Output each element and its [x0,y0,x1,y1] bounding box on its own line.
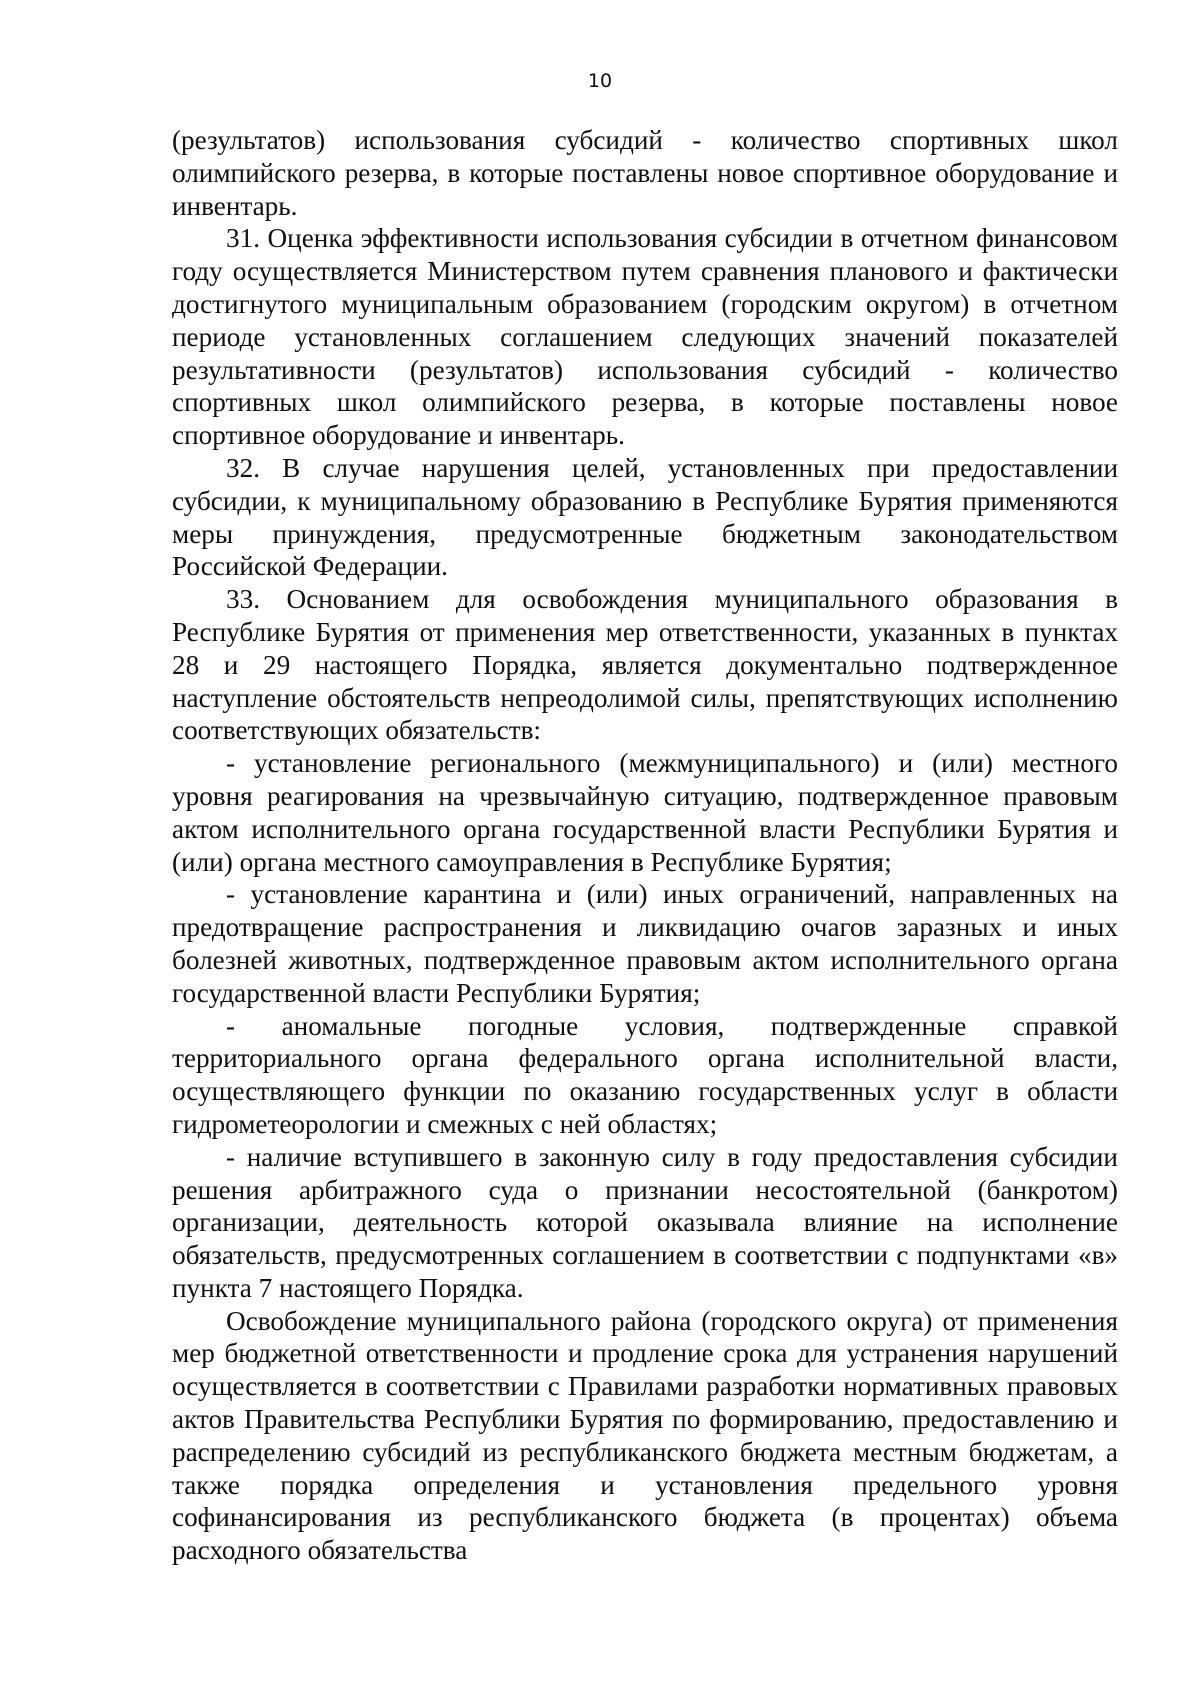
list-item-bankruptcy: - наличие вступившего в законную силу в году предоставления субсидии решения арбитражного суда о признании несостоятельной (банкротом) организации, деятельность которой оказывала влияние на исполнение обязательств, предусмотренных соглашением в соответствии с подпунктами «в» пункта 7 настоящего Порядка. [172,1141,1118,1303]
paragraph-33: 33. Основанием для освобождения муниципального образования в Республике Бурятия от применения мер ответственности, указанных в пунктах 28 и 29 настоящего Порядка, является документально подтвержденное наступление обстоятельств непреодолимой силы, препятствующих исполнению соответствующих обязательств: [172,584,1118,746]
list-item-quarantine: - установление карантина и (или) иных ограничений, направленных на предотвращение распространения и ликвидацию очагов заразных и иных болезней животных, подтвержденное правовым актом исполнительного органа государственной власти Республики Бурятия; [172,879,1118,1008]
paragraph-31: 31. Оценка эффективности использования субсидии в отчетном финансовом году осуществляется Министерством путем сравнения планового и фактически достигнутого муниципальным образованием (городским округом) в отчетном периоде установленных соглашением следующих значений показателей результативности (результатов) использования субсидий - количество спортивных школ олимпийского резерва, в которые поставлены новое спортивное оборудование и инвентарь. [172,223,1118,451]
paragraph-exemption: Освобождение муниципального района (городского округа) от применения мер бюджетной ответственности и продление срока для устранения нарушений осуществляется в соответствии с Правилами разработки нормативных правовых актов Правительства Республики Бурятия по формированию, предоставлению и распределению субсидий из республиканского бюджета местным бюджетам, а также порядка определения и установления предельного уровня софинансирования из республиканского бюджета (в процентах) объема расходного обязательства [172,1305,1118,1566]
paragraph-32: 32. В случае нарушения целей, установленных при предоставлении субсидии, к муниципальному образованию в Республике Бурятия применяются меры принуждения, предусмотренные бюджетным законодательством Российской Федерации. [172,452,1118,582]
list-item-emergency: - установление регионального (межмуниципального) и (или) местного уровня реагирования на чрезвычайную ситуацию, подтвержденное правовым актом исполнительного органа государственной власти Республики Бурятия и (или) органа местного самоуправления в Республике Бурятия; [172,748,1118,877]
paragraph-continuation: (результатов) использования субсидий - количество спортивных школ олимпийского резерва, в которые поставлены новое спортивное оборудование и инвентарь. [172,125,1118,221]
document-body [172,124,1118,1567]
list-item-weather: - аномальные погодные условия, подтвержденные справкой территориального органа федерального органа исполнительной власти, осуществляющего функции по оказанию государственных услуг в области гидрометеорологии и смежных с ней областях; [172,1010,1118,1139]
page-number: 10 [587,70,613,92]
